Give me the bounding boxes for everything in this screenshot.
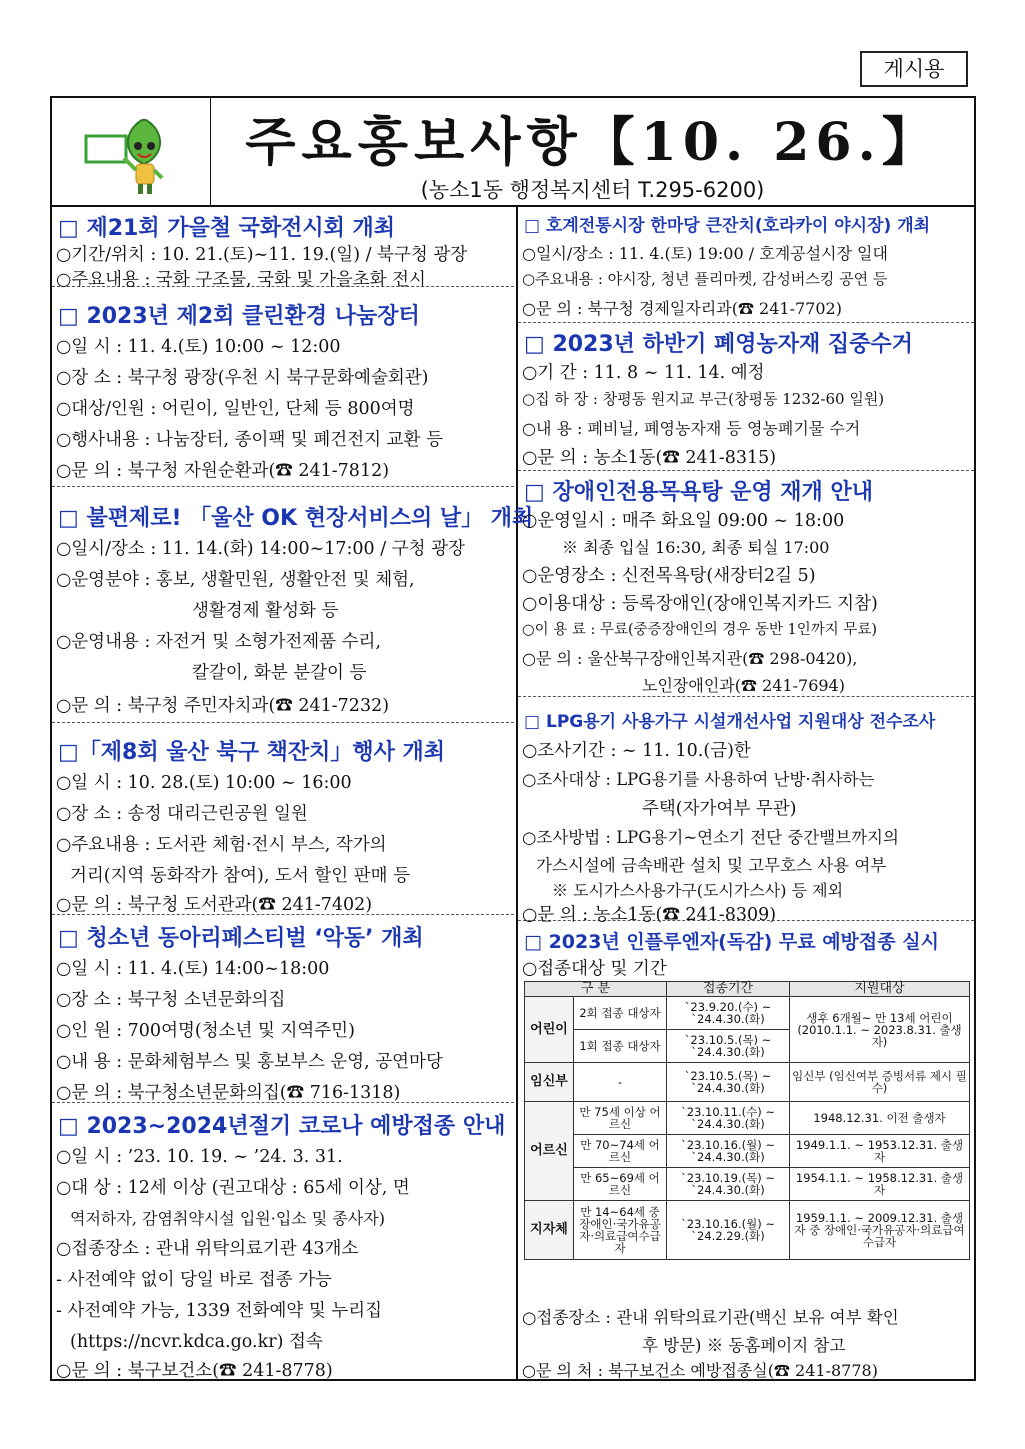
- text-line: ○문 의 : 북구청 경제일자리과(☎ 241-7702): [522, 299, 842, 318]
- text-line: ○접종장소 : 관내 위탁의료기관 43개소: [56, 1239, 359, 1259]
- text-line: ○내 용 : 문화체험부스 및 홍보부스 운영, 공연마당: [56, 1052, 443, 1072]
- posting-badge: 게시용: [860, 51, 968, 87]
- group-cell: 지자체: [525, 1201, 574, 1260]
- text-line: ○일시/장소 : 11. 4.(토) 19:00 / 호계공설시장 일대: [522, 244, 888, 263]
- note-line: ※ 최종 입실 16:30, 최종 퇴실 17:00: [562, 538, 830, 557]
- section-title: □ LPG용기 사용가구 시설개선사업 지원대상 전수조사: [524, 712, 936, 732]
- text-line: ○이용대상 : 등록장애인(장애인복지카드 지참): [522, 594, 878, 614]
- text-line: 생활경제 활성화 등: [192, 601, 339, 621]
- section-flu-vaccine: [518, 921, 974, 1381]
- table-row: [525, 1168, 970, 1201]
- text-line: ○문 의 : 북구청 도서관과(☎ 241-7402): [56, 895, 373, 915]
- left-column: [52, 205, 534, 1381]
- table-header-row: [525, 982, 970, 997]
- text-line: ○대 상 : 12세 이상 (권고대상 : 65세 이상, 면: [56, 1178, 410, 1198]
- text-line: ○일 시 : 11. 4.(토) 10:00 ~ 12:00: [56, 337, 341, 357]
- text-line: 역저하자, 감염취약시설 입원·입소 및 종사자): [70, 1209, 385, 1228]
- period-cell: `23.10.19.(목) ~ `24.4.30.(화): [667, 1168, 790, 1201]
- period-cell: `23.10.5.(목) ~ `24.4.30.(화): [667, 1030, 790, 1063]
- text-line: ○문 의 처 : 북구보건소 예방접종실(☎ 241-8778): [522, 1361, 878, 1380]
- text-line: ○문 의 : 울산북구장애인복지관(☎ 298-0420),: [522, 649, 858, 668]
- text-line: ○운영분야 : 홍보, 생활민원, 생활안전 및 체험,: [56, 570, 415, 590]
- target-cell: 생후 6개월~ 만 13세 어린이 (2010.1.1. ~ 2023.8.31. 출생자): [790, 997, 970, 1063]
- group-cell: 임신부: [525, 1063, 574, 1102]
- text-line: ○운영일시 : 매주 화요일 09:00 ~ 18:00: [522, 511, 845, 531]
- period-cell: `23.9.20.(수) ~ `24.4.30.(화): [667, 997, 790, 1030]
- text-line: ○주요내용 : 야시장, 청년 플리마켓, 감성버스킹 공연 등: [522, 270, 888, 288]
- text-line: 후 방문) ※ 동홈페이지 참고: [642, 1336, 846, 1355]
- table-row: [525, 1063, 970, 1102]
- section-title: □ 호계전통시장 한마당 큰잔치(호라카이 야시장) 개최: [524, 216, 931, 236]
- text-line: 거리(지역 동화작가 참여), 도서 할인 판매 등: [70, 866, 410, 886]
- page-title: 주요홍보사항【10. 26.】: [245, 112, 940, 173]
- period-cell: `23.10.5.(목) ~ `24.4.30.(화): [667, 1063, 790, 1102]
- text-line: ○조사방법 : LPG용기~연소기 전단 중간밸브까지의: [522, 828, 899, 847]
- section-disabled-bathhouse: [518, 471, 974, 697]
- text-line: ○일 시 : 11. 4.(토) 14:00~18:00: [56, 959, 330, 979]
- text-line: ○집 하 장 : 창평동 원지교 부근(창평동 1232-60 일원): [522, 390, 885, 408]
- table-row: [525, 1201, 970, 1260]
- text-line: ○장 소 : 북구청 소년문화의집: [56, 990, 286, 1010]
- target-cell: 1959.1.1. ~ 2009.12.31. 출생자 중 장애인·국가유공자·의료급여수급자: [790, 1201, 970, 1260]
- table-row: [525, 997, 970, 1030]
- text-line: ○인 원 : 700여명(청소년 및 지역주민): [56, 1021, 355, 1041]
- section-title: □ 2023년 제2회 클린환경 나눔장터: [58, 304, 420, 329]
- text-line: ○일 시 : ’23. 10. 19. ~ ’24. 3. 31.: [56, 1147, 343, 1167]
- section-title: □ 2023~2024년절기 코로나 예방접종 안내: [58, 1114, 506, 1139]
- group-cell: 어르신: [525, 1102, 574, 1201]
- mascot-logo: [52, 98, 211, 205]
- text-line: ○조사대상 : LPG용기를 사용하여 난방·취사하는: [522, 770, 875, 789]
- link-text: (https://ncvr.kdca.go.kr) 접속: [70, 1332, 323, 1352]
- text-line: ○운영장소 : 신전목욕탕(새장터2길 5): [522, 566, 816, 586]
- section-title: □ 2023년 하반기 폐영농자재 집중수거: [524, 332, 913, 357]
- text-line: ○기 간 : 11. 8 ~ 11. 14. 예정: [522, 363, 765, 383]
- sub-cell: 만 65~69세 어르신: [574, 1168, 667, 1201]
- target-cell: 1948.12.31. 이전 출생자: [790, 1102, 970, 1135]
- section-covid-vaccine: [52, 1103, 514, 1381]
- right-column: [518, 205, 974, 1381]
- header-period: 접종기간: [667, 982, 790, 997]
- mascot-icon: [52, 98, 210, 205]
- section-chrysanthemum: [52, 205, 514, 290]
- text-line: ○문 의 : 농소1동(☎ 241-8315): [522, 448, 777, 468]
- text-line: ○장 소 : 송정 대리근린공원 일원: [56, 804, 308, 824]
- text-line: ○대상/인원 : 어린이, 일반인, 단체 등 800여명: [56, 399, 415, 419]
- note-line: ※ 도시가스사용가구(도시가스사) 등 제외: [552, 881, 844, 900]
- bulletin-frame: [50, 96, 976, 1381]
- sub-cell: 만 70~74세 어르신: [574, 1135, 667, 1168]
- text-line: 주택(자가여부 무관): [642, 799, 797, 819]
- text-line: ○운영내용 : 자전거 및 소형가전제품 수리,: [56, 632, 382, 652]
- section-title: □「제8회 울산 북구 책잔치」행사 개최: [58, 740, 446, 765]
- text-line: ○주요내용 : 도서관 체험·전시 부스, 작가의: [56, 835, 387, 855]
- header: [52, 98, 974, 207]
- section-book-festival: [52, 723, 514, 915]
- section-title: □ 2023년 인플루엔자(독감) 무료 예방접종 실시: [524, 931, 939, 953]
- section-ok-service-day: [52, 487, 534, 723]
- text-line: 칼갈이, 화분 분갈이 등: [192, 663, 367, 683]
- sub-cell: 1회 접종 대상자: [574, 1030, 667, 1063]
- section-clean-market: [52, 287, 514, 487]
- period-cell: `23.10.16.(월) ~ `24.4.30.(화): [667, 1135, 790, 1168]
- header-target: 지원대상: [790, 982, 970, 997]
- section-youth-festival: [52, 915, 514, 1103]
- target-cell: 1949.1.1. ~ 1953.12.31. 출생자: [790, 1135, 970, 1168]
- sub-cell: -: [574, 1063, 667, 1102]
- text-line: ○이 용 료 : 무료(중증장애인의 경우 동반 1인까지 무료): [522, 622, 878, 638]
- target-cell: 임신부 (임신여부 증빙서류 제시 필수): [790, 1063, 970, 1102]
- group-cell: 어린이: [525, 997, 574, 1063]
- text-line: ○접종장소 : 관내 위탁의료기관(백신 보유 여부 확인: [522, 1308, 899, 1327]
- text-line: ○접종대상 및 기간: [522, 959, 667, 979]
- header-category: 구 분: [525, 982, 667, 997]
- target-cell: 1954.1.1. ~ 1958.12.31. 출생자: [790, 1168, 970, 1201]
- text-line: ○행사내용 : 나눔장터, 종이팩 및 폐건전지 교환 등: [56, 430, 443, 450]
- sub-cell: 만 14~64세 중 장애인·국가유공자·의료급여수급자: [574, 1201, 667, 1260]
- text-line: - 사전예약 없이 당일 바로 접종 가능: [56, 1270, 332, 1290]
- text-line: ○장 소 : 북구청 광장(우천 시 북구문화예술회관): [56, 368, 429, 388]
- section-farm-waste: [518, 323, 974, 471]
- text-line: ○문 의 : 농소1동(☎ 241-8309): [522, 905, 777, 925]
- text-line: ○일시/장소 : 11. 14.(화) 14:00~17:00 / 구청 광장: [56, 539, 465, 559]
- section-title: □ 불편제로! 「울산 OK 현장서비스의 날」 개최: [58, 506, 534, 531]
- text-line: ○기간/위치 : 10. 21.(토)~11. 19.(일) / 북구청 광장: [56, 245, 468, 265]
- text-line: - 사전예약 가능, 1339 전화예약 및 누리집: [56, 1301, 383, 1321]
- text-line: ○내 용 : 폐비닐, 폐영농자재 등 영농폐기물 수거: [522, 419, 861, 438]
- text-line: ○일 시 : 10. 28.(토) 10:00 ~ 16:00: [56, 773, 352, 793]
- period-cell: `23.10.11.(수) ~ `24.4.30.(화): [667, 1102, 790, 1135]
- page-subtitle: (농소1동 행정복지센터 T.295-6200): [420, 178, 765, 202]
- period-cell: `23.10.16.(월) ~ `24.2.29.(화): [667, 1201, 790, 1260]
- vaccine-schedule-table: [524, 981, 970, 1260]
- text-line: ○조사기간 : ~ 11. 10.(금)한: [522, 741, 751, 761]
- text-line: ○주요내용 : 국화 구조물, 국화 및 가을초화 전시: [56, 270, 426, 290]
- text-line: 가스시설에 금속배관 설치 및 고무호스 사용 여부: [536, 856, 887, 875]
- sub-cell: 2회 접종 대상자: [574, 997, 667, 1030]
- section-night-market: [518, 205, 974, 323]
- section-title: □ 제21회 가을철 국화전시회 개최: [58, 216, 396, 241]
- section-lpg-survey: [518, 697, 974, 925]
- sub-cell: 만 75세 이상 어르신: [574, 1102, 667, 1135]
- table-row: [525, 1102, 970, 1135]
- text-line: ○문 의 : 북구청소년문화의집(☎ 716-1318): [56, 1083, 401, 1103]
- section-title: □ 청소년 동아리페스티벌 ‘악동’ 개최: [58, 926, 424, 951]
- section-title: □ 장애인전용목욕탕 운영 재개 안내: [524, 480, 873, 505]
- table-row: [525, 1135, 970, 1168]
- text-line: 노인장애인과(☎ 241-7694): [642, 676, 845, 695]
- text-line: ○문 의 : 북구청 주민자치과(☎ 241-7232): [56, 696, 390, 716]
- text-line: ○문 의 : 북구보건소(☎ 241-8778): [56, 1361, 333, 1381]
- text-line: ○문 의 : 북구청 자원순환과(☎ 241-7812): [56, 461, 390, 481]
